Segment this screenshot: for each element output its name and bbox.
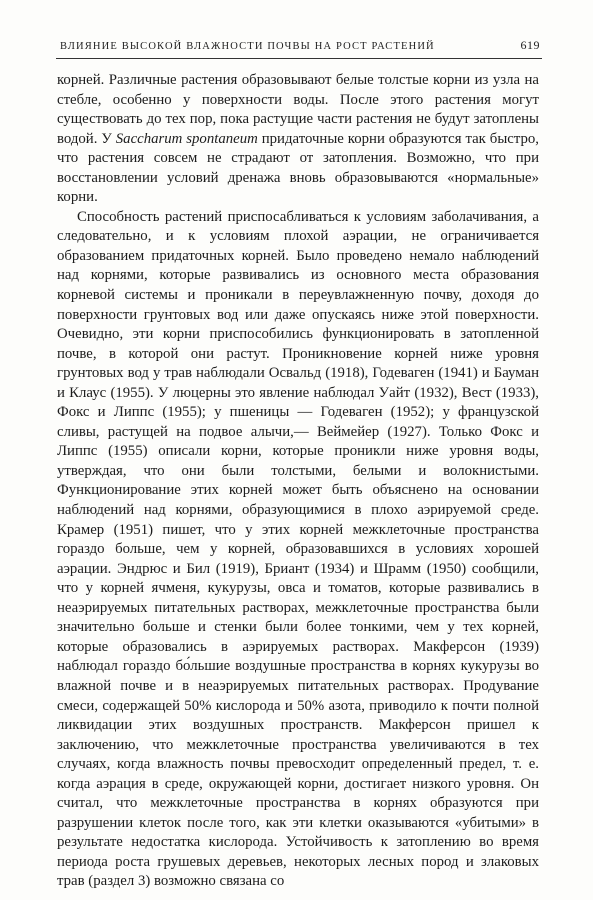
paragraph-1-text-a: корней. Различные растения образовывают белые толстые корни из узла на стебле, особенно у поверхности воды. После этого растения могут существовать до тех пор, пока растущие части растения не будут затоплены водой. У [57, 72, 539, 147]
paragraph-2-text: Способность растений приспосабливаться к условиям заболачивания, а следовательно, и к условиям плохой аэрации, не ограничивается образованием придаточных корней. Было проведено немало наблюдений над корнями, которые развивались из основного места образования корневой системы и проникали в переувлажненную почву, доходя до поверхности грунтовых вод или даже опускаясь ниже этой поверхности. Очевидно, эти корни приспособились функционировать в затопленной почве, в которой они растут. Проникновение корней ниже уровня грунтовых вод у трав наблюдали Освальд (1918), Годеваген (1941) и Бауман и Клаус (1955). У люцерны это явление наблюдал Уайт (1932), Вест (1933), Фокс и Липпс (1955); у пшеницы — Годеваген (1952); у французской сливы, растущей на подвое алычи,— Веймейер (1927). Только Фокс и Липпс (1955) описали корни, которые проникли ниже уровня воды, утверждая, что они были толстыми, белыми и волокнистыми. Функционирование этих корней может быть объяснено на основании наблюдений над корнями, образующимися в плохо аэрируемой среде. Крамер (1951) пишет, что у этих корней межклеточные пространства гораздо больше, чем у корней, образовавшихся в условиях хорошей аэрации. Эндрюс и Бил (1919), Бриант (1934) и Шрамм (1950) сообщили, что у корней ячменя, кукурузы, овса и томатов, которые развивались в неаэрируемых питательных растворах, межклеточные пространства были значительно больше и стенки были более тонкими, чем у тех корней, которые образовались в аэрируемых растворах. Макферсон (1939) наблюдал гораздо бо́льшие воздушные пространства в корнях кукурузы во влажной почве и в неаэрируемых питательных растворах. Продувание смеси, содержащей 50% кислорода и 50% азота, приводило к почти полной ликвидации этих воздушных пространств. Макферсон пришел к заключению, что межклеточные пространства увеличиваются в тех случаях, когда влажность почвы превосходит определенный предел, т. е. когда аэрация в среде, окружающей корни, достигает низкого уровня. Он считал, что межклеточные пространства в корнях образуются при разрушении клеток после того, как эти клетки оказываются «убитыми» в результате недостатка кислорода. Устойчивость к затоплению во время периода роста грушевых деревьев, некоторых лесных пород и злаковых трав (раздел 3) возможно связана со [57, 208, 539, 890]
body-text [57, 71, 539, 892]
species-name: Saccharum spontaneum [115, 130, 258, 147]
paragraph-1-text-b: придаточные корни образуются так быстро, что растения совсем не страдают от затопления. Возможно, что при восстановлении условий дренажа вновь образовываются «нормальные» корни. [57, 130, 539, 206]
header-rule [56, 58, 542, 59]
running-head-title: ВЛИЯНИЕ ВЫСОКОЙ ВЛАЖНОСТИ ПОЧВЫ НА РОСТ РАСТЕНИЙ [60, 41, 435, 52]
paragraph-2 [57, 208, 539, 892]
paragraph-1 [57, 71, 539, 208]
running-head [60, 38, 540, 53]
page-number: 619 [520, 38, 540, 52]
